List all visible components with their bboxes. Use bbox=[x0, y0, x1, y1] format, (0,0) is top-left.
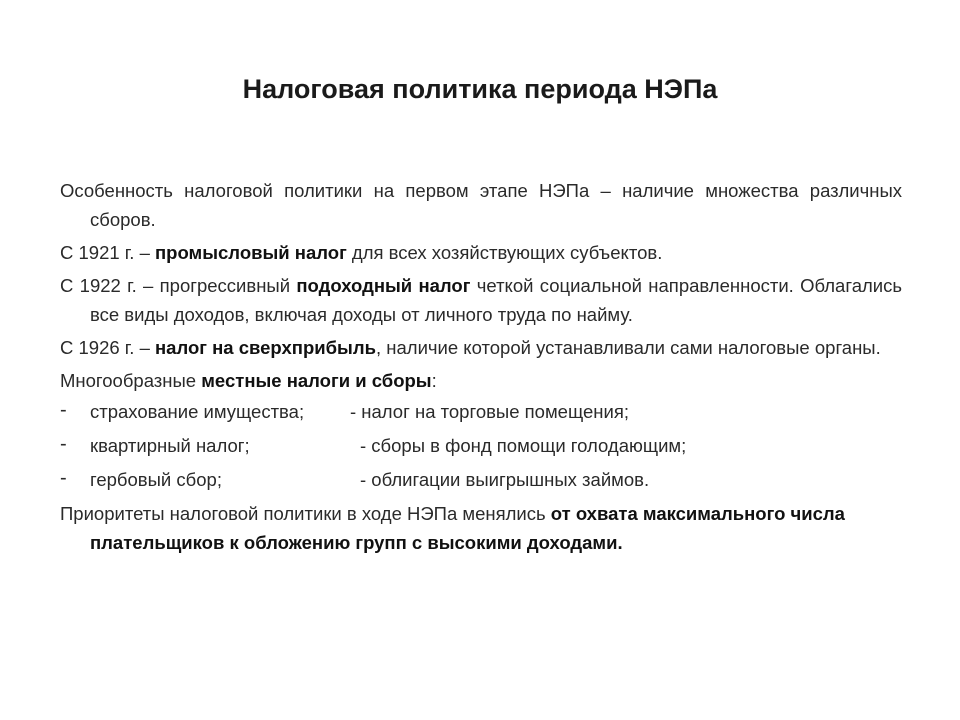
list-item-right: - облигации выигрышных займов. bbox=[360, 469, 650, 490]
paragraph-priorities bbox=[60, 499, 902, 557]
list-item bbox=[60, 395, 902, 429]
bold-term: от охвата максимального числа плательщиков к обложению групп с высокими доходами. bbox=[90, 503, 845, 553]
paragraph-text: : bbox=[431, 370, 437, 391]
paragraph-text: С 1921 г. – bbox=[60, 242, 155, 263]
list-item bbox=[60, 463, 902, 497]
paragraph-text: С 1926 г. – bbox=[60, 337, 155, 358]
slide-title: Налоговая политика периода НЭПа bbox=[242, 74, 718, 104]
list-item-left: гербовый сбор; bbox=[90, 469, 222, 490]
paragraph-text: Многообразные bbox=[60, 370, 202, 391]
list-item-left: страхование имущества; bbox=[90, 401, 305, 422]
list-item-right: - сборы в фонд помощи голодающим; bbox=[360, 435, 687, 456]
paragraph-text: Особенность налоговой политики на первом этапе НЭПа – наличие множества различных сборов. bbox=[60, 180, 902, 230]
paragraph-text: для всех хозяйствующих субъектов. bbox=[346, 242, 663, 263]
paragraph-1926 bbox=[60, 333, 902, 362]
list-item bbox=[60, 429, 902, 463]
list-dash: - bbox=[60, 433, 67, 455]
bold-term: подоходный налог bbox=[296, 275, 471, 296]
bold-term: местные налоги и сборы bbox=[201, 370, 432, 391]
bold-term: промысловый налог bbox=[155, 242, 347, 263]
paragraph-local-taxes bbox=[60, 366, 902, 395]
bold-term: налог на сверхприбыль bbox=[155, 337, 376, 358]
paragraph-text: С 1922 г. – прогрессивный bbox=[60, 275, 297, 296]
paragraph-text: четкой социальной направленности. Облагались все виды доходов, включая доходы от личного труда по найму. bbox=[90, 275, 902, 325]
list-item-left: квартирный налог; bbox=[90, 435, 250, 456]
paragraph-text: Приоритеты налоговой политики в ходе НЭПа менялись bbox=[60, 503, 551, 524]
list-item-right: - налог на торговые помещения; bbox=[350, 401, 629, 422]
local-taxes-list bbox=[60, 395, 902, 497]
list-dash: - bbox=[60, 399, 67, 421]
paragraph-features bbox=[60, 176, 902, 234]
paragraph-1921 bbox=[60, 238, 902, 267]
paragraph-1922 bbox=[60, 271, 902, 329]
list-dash: - bbox=[60, 467, 67, 489]
slide-body bbox=[60, 176, 902, 561]
paragraph-text: , наличие которой устанавливали сами налоговые органы. bbox=[375, 337, 881, 358]
